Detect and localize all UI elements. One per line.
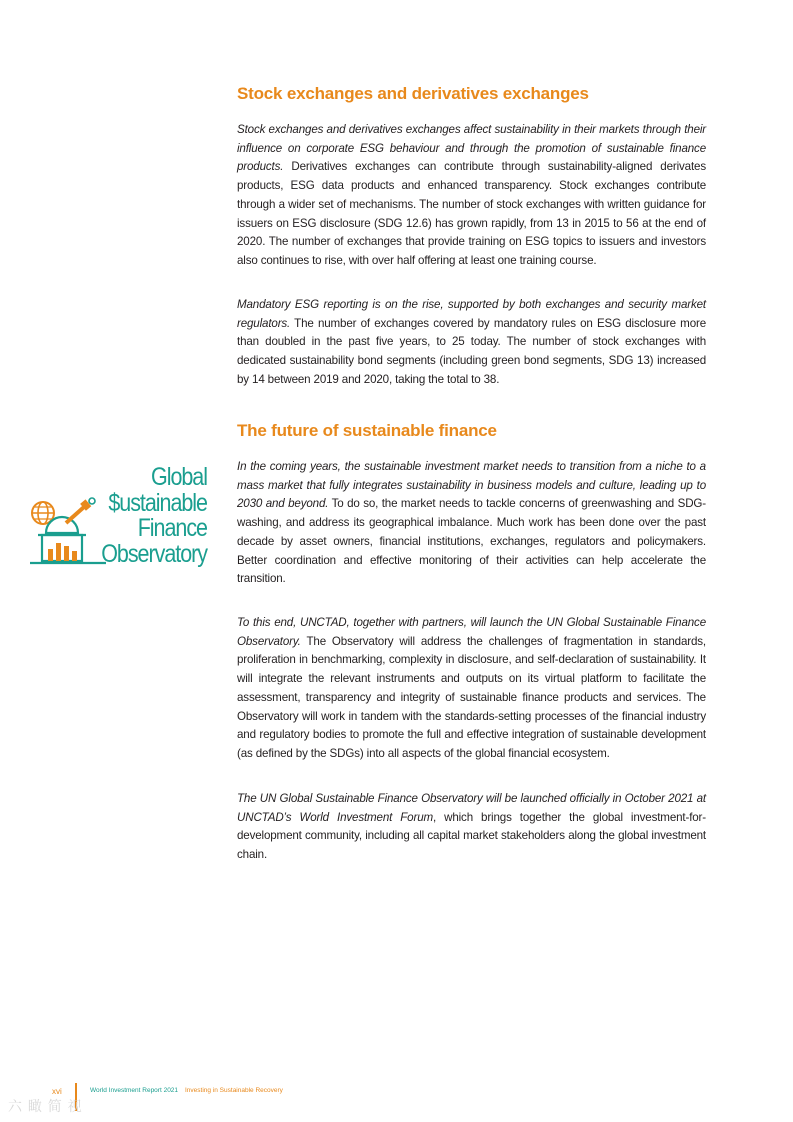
logo-line: Observatory <box>101 539 207 568</box>
paragraph <box>237 790 706 865</box>
observatory-icon <box>28 493 108 565</box>
paragraph-body: , which brings together the global investment-for-development community, including all capital market stakeholders along the global investment chain. <box>237 810 706 862</box>
paragraph <box>237 121 706 271</box>
watermark: 六 瞰 简 视 <box>8 1098 83 1114</box>
report-subtitle: Investing in Sustainable Recovery <box>185 1087 283 1094</box>
page-number: xvi <box>52 1087 62 1096</box>
paragraph-body: Derivatives exchanges can contribute through sustainability-aligned derivates products, ESG data products and enhanced transparency. Stock exchanges contribute through a wider set of mechanisms. The number of stock exchanges with written guidance for issuers on ESG disclosure (SDG 12.6) has grown rapidly, from 13 in 2015 to 56 at the end of 2020. The number of exchanges that provide training on ESG topics to issuers and investors also continues to rise, with over half offering at least one training course. <box>237 160 706 267</box>
section-heading-future-sustainable-finance: The future of sustainable finance <box>237 421 497 440</box>
report-title: World Investment Report 2021 <box>90 1087 179 1094</box>
paragraph-body: The number of exchanges covered by mandatory rules on ESG disclosure more than doubled in the past five years, to 25 today. The number of stock exchanges with dedicated sustainability bond segments (including green bond segments, SDG 13) increased by 14 between 2019 and 2020, taking the total to 38. <box>237 316 706 386</box>
logo-line: Global <box>151 463 207 491</box>
section-heading-stock-exchanges: Stock exchanges and derivatives exchanges <box>237 84 589 103</box>
paragraph-lead: Stock exchanges and derivatives exchanges affect sustainability in their markets through their influence on corporate ESG behaviour and through the promotion of sustainable finance products. <box>237 123 706 174</box>
paragraph-lead: To this end, UNCTAD, together with partners, will launch the UN Global Sustainable Finance Observatory. <box>237 616 706 648</box>
paragraph-lead: Mandatory ESG reporting is on the rise, supported by both exchanges and security market regulators. <box>237 298 706 330</box>
observatory-logo-text <box>101 465 207 567</box>
paragraph <box>237 614 706 764</box>
logo-line: Finance <box>137 514 207 542</box>
paragraph-body: The Observatory will address the challenges of fragmentation in standards, proliferation in benchmarking, complexity in disclosure, and self-declaration of sustainability. It will integrate the relevant instruments and outputs on its virtual platform to facilitate the assessment, transparency and integrity of sustainable finance products and services. The Observatory will work in tandem with the standards-setting processes of the financial industry and regulatory bodies to promote the full and effective integration of sustainable development (as defined by the SDGs) into all aspects of the global financial ecosystem. <box>237 634 706 760</box>
paragraph-lead: The UN Global Sustainable Finance Observatory will be launched officially in October 2021 at UNCTAD’s World Investment Forum <box>237 792 706 824</box>
logo-line: $ustainable <box>108 488 207 517</box>
observatory-logo <box>28 465 213 575</box>
paragraph-body: To do so, the market needs to tackle concerns of greenwashing and SDG-washing, and address its geographical imbalance. Much work has been done over the past decade by asset owners, financial institutions, exchanges, regulators and policymakers. Better coordination and effective monitoring of their activities can help accelerate the transition. <box>237 497 706 586</box>
paragraph <box>237 296 706 390</box>
paragraph-lead: In the coming years, the sustainable investment market needs to transition from a niche to a mass market that fully integrates sustainability in business models and culture, leading up to 2030 and beyond. <box>237 460 706 511</box>
paragraph <box>237 458 706 589</box>
